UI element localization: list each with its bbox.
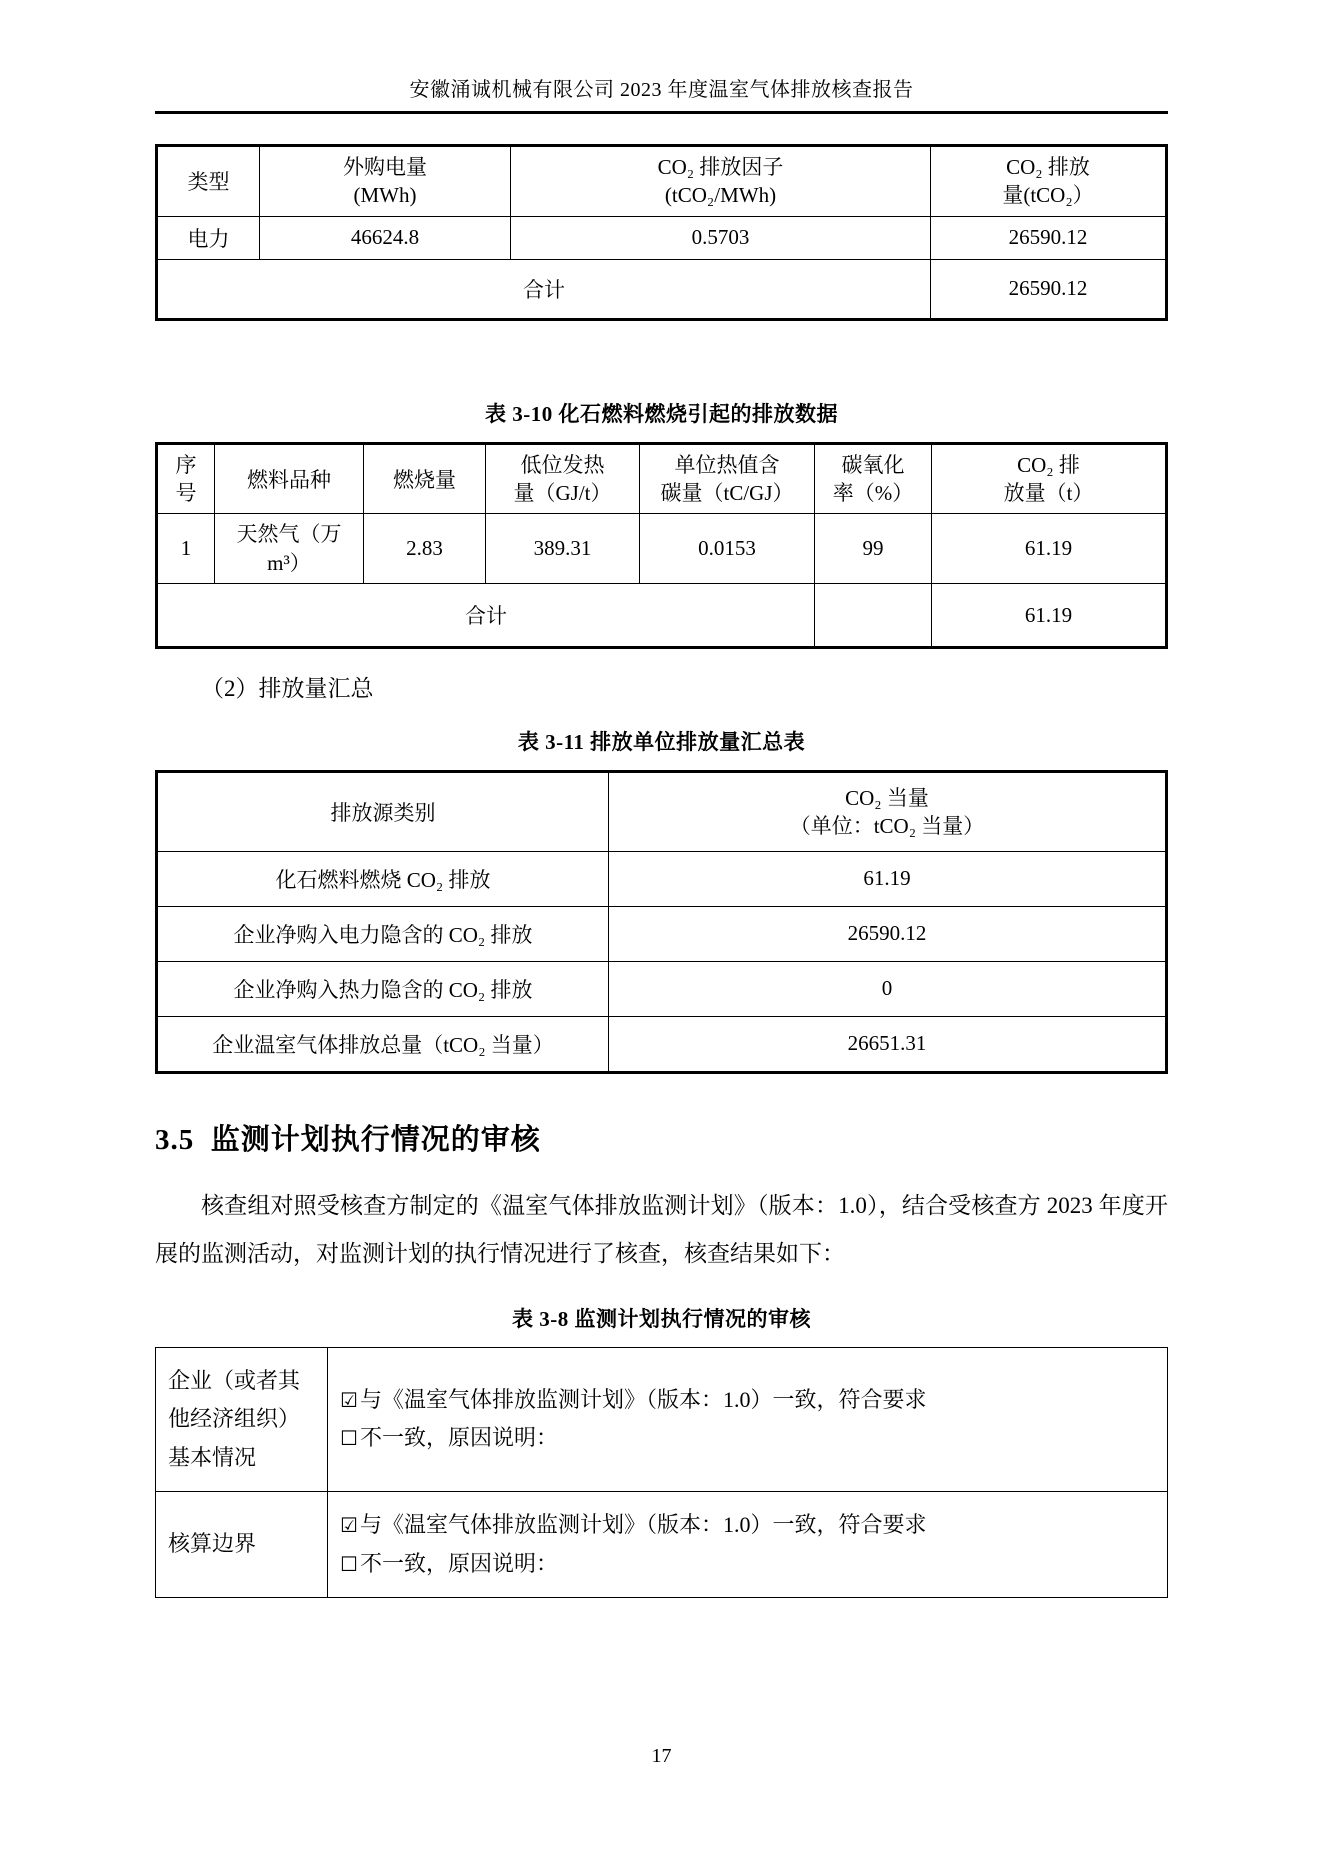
header-fuel-type: 燃料品种 xyxy=(215,443,364,514)
cell-fuel-line2: m³） xyxy=(267,550,311,575)
header-factor-line2: (tCO₂/MWh) xyxy=(664,183,777,208)
header-emission-line1: CO₂ 排放 xyxy=(1006,155,1090,179)
header-emission-factor xyxy=(511,146,931,217)
page-content xyxy=(155,0,1168,1598)
caption-table-3-8: 表 3-8 监测计划执行情况的审核 xyxy=(512,1306,811,1331)
header-purchased-electricity xyxy=(260,146,511,217)
section-number: 3.5 xyxy=(155,1123,195,1156)
header-emission-line2: 量(tCO₂） xyxy=(1002,183,1094,208)
table-row xyxy=(157,514,1167,584)
header-lhv-line1: 低位发热 xyxy=(520,452,605,477)
cell-category: 企业温室气体排放总量（tCO₂ 当量） xyxy=(157,1016,609,1072)
page-number: 17 xyxy=(651,1745,672,1767)
audit-option-checked[interactable] xyxy=(340,1381,1155,1420)
cell-fuel-type xyxy=(215,514,364,584)
cell-audit-item-label: 企业（或者其他经济组织）基本情况 xyxy=(156,1347,328,1492)
cell-category: 化石燃料燃烧 CO₂ 排放 xyxy=(157,851,609,906)
audit-option-checked-label: 与《温室气体排放监测计划》（版本：1.0）一致，符合要求 xyxy=(359,1386,927,1412)
cell-audit-options xyxy=(328,1347,1168,1492)
cell-total-label: 合计 xyxy=(157,259,931,319)
checkbox-checked-icon[interactable]: ☑ xyxy=(340,1387,358,1412)
header-factor-line1: CO₂ 排放因子 xyxy=(657,155,784,179)
header-co2e-line1: CO₂ 当量 xyxy=(845,785,929,810)
header-carbon-line2: 碳量（tC/GJ） xyxy=(660,481,794,506)
cell-category: 企业净购入电力隐含的 CO₂ 排放 xyxy=(157,906,609,961)
cell-value: 61.19 xyxy=(609,851,1167,906)
cell-fuel-line1: 天然气（万 xyxy=(236,522,342,547)
cell-lhv: 389.31 xyxy=(486,514,640,584)
cell-value: 0 xyxy=(609,961,1167,1016)
table-header-row xyxy=(157,146,1167,217)
header-co2-line1: CO₂ 排 xyxy=(1017,452,1080,477)
table-emission-summary xyxy=(155,770,1168,1074)
table-fossil-fuel-emissions xyxy=(155,442,1168,649)
table-row xyxy=(156,1347,1168,1492)
cell-type: 电力 xyxy=(157,216,260,259)
section-3-5-paragraph: 核查组对照受核查方制定的《温室气体排放监测计划》（版本：1.0），结合受核查方 2023 年度开展的监测活动，对监测计划的执行情况进行了核查，核查结果如下： xyxy=(155,1193,1168,1266)
cell-total-label: 合计 xyxy=(157,584,815,648)
table-header-row xyxy=(157,443,1167,514)
header-burn-amount: 燃烧量 xyxy=(364,443,486,514)
header-purchased-line2: (MWh) xyxy=(353,183,417,208)
cell-co2-emission: 61.19 xyxy=(932,514,1167,584)
caption-table-3-10: 表 3-10 化石燃料燃烧引起的排放数据 xyxy=(485,401,838,426)
cell-sequence: 1 xyxy=(157,514,215,584)
audit-option-unchecked-label: 不一致，原因说明： xyxy=(359,1425,558,1451)
checkbox-checked-icon[interactable]: ☑ xyxy=(340,1513,358,1538)
audit-option-unchecked-label: 不一致，原因说明： xyxy=(359,1550,558,1576)
table-total-row xyxy=(157,584,1167,648)
subsection-label-emission-summary: （2）排放量汇总 xyxy=(201,676,374,702)
cell-value: 26651.31 xyxy=(609,1016,1167,1072)
table-electricity-emissions xyxy=(155,144,1168,321)
audit-option-checked[interactable] xyxy=(340,1506,1155,1545)
header-title: 安徽涌诚机械有限公司 2023 年度温室气体排放核查报告 xyxy=(409,79,914,101)
cell-value: 26590.12 xyxy=(609,906,1167,961)
cell-total-blank xyxy=(815,584,932,648)
cell-audit-item-label: 核算边界 xyxy=(156,1492,328,1598)
header-carbon-content xyxy=(640,443,815,514)
table-row xyxy=(157,961,1167,1016)
header-oxidation-line2: 率（%） xyxy=(832,481,914,506)
table-row xyxy=(157,1016,1167,1072)
table-row xyxy=(157,851,1167,906)
checkbox-unchecked-icon[interactable]: ☐ xyxy=(340,1426,358,1451)
cell-emission: 26590.12 xyxy=(931,216,1167,259)
header-oxidation-line1: 碳氧化 xyxy=(841,452,905,477)
checkbox-unchecked-icon[interactable]: ☐ xyxy=(340,1551,358,1576)
audit-option-unchecked[interactable] xyxy=(340,1545,1155,1584)
cell-total-value: 26590.12 xyxy=(931,259,1167,319)
header-oxidation-rate xyxy=(815,443,932,514)
cell-category: 企业净购入热力隐含的 CO₂ 排放 xyxy=(157,961,609,1016)
cell-factor: 0.5703 xyxy=(511,216,931,259)
header-emission-source-category: 排放源类别 xyxy=(157,771,609,851)
table-total-row xyxy=(157,259,1167,319)
table-row xyxy=(156,1492,1168,1598)
caption-table-3-11: 表 3-11 排放单位排放量汇总表 xyxy=(517,729,806,754)
table-monitoring-plan-audit xyxy=(155,1347,1168,1599)
header-seq-line1: 序 xyxy=(175,452,197,477)
table-row xyxy=(157,906,1167,961)
header-purchased-line1: 外购电量 xyxy=(343,155,427,179)
cell-carbon-content: 0.0153 xyxy=(640,514,815,584)
header-lower-heating-value xyxy=(486,443,640,514)
cell-total-value: 61.19 xyxy=(932,584,1167,648)
header-type: 类型 xyxy=(157,146,260,217)
document-header xyxy=(155,0,1168,102)
section-heading-3-5 xyxy=(155,1120,1168,1161)
header-sequence xyxy=(157,443,215,514)
cell-burn-amount: 2.83 xyxy=(364,514,486,584)
header-emission-amount xyxy=(931,146,1167,217)
audit-option-unchecked[interactable] xyxy=(340,1419,1155,1458)
cell-purchased: 46624.8 xyxy=(260,216,511,259)
header-seq-line2: 号 xyxy=(175,481,197,506)
cell-audit-options xyxy=(328,1492,1168,1598)
section-title: 监测计划执行情况的审核 xyxy=(210,1123,541,1156)
audit-option-checked-label: 与《温室气体排放监测计划》（版本：1.0）一致，符合要求 xyxy=(359,1512,927,1538)
table-row xyxy=(157,216,1167,259)
header-co2-emission xyxy=(932,443,1167,514)
header-lhv-line2: 量（GJ/t） xyxy=(513,481,612,506)
header-co2-line2: 放量（t） xyxy=(1003,481,1094,506)
table-header-row xyxy=(157,771,1167,851)
header-carbon-line1: 单位热值含 xyxy=(674,452,780,477)
cell-oxidation-rate: 99 xyxy=(815,514,932,584)
header-co2e-line2: （单位：tCO₂ 当量） xyxy=(789,813,985,838)
header-co2-equivalent xyxy=(609,771,1167,851)
